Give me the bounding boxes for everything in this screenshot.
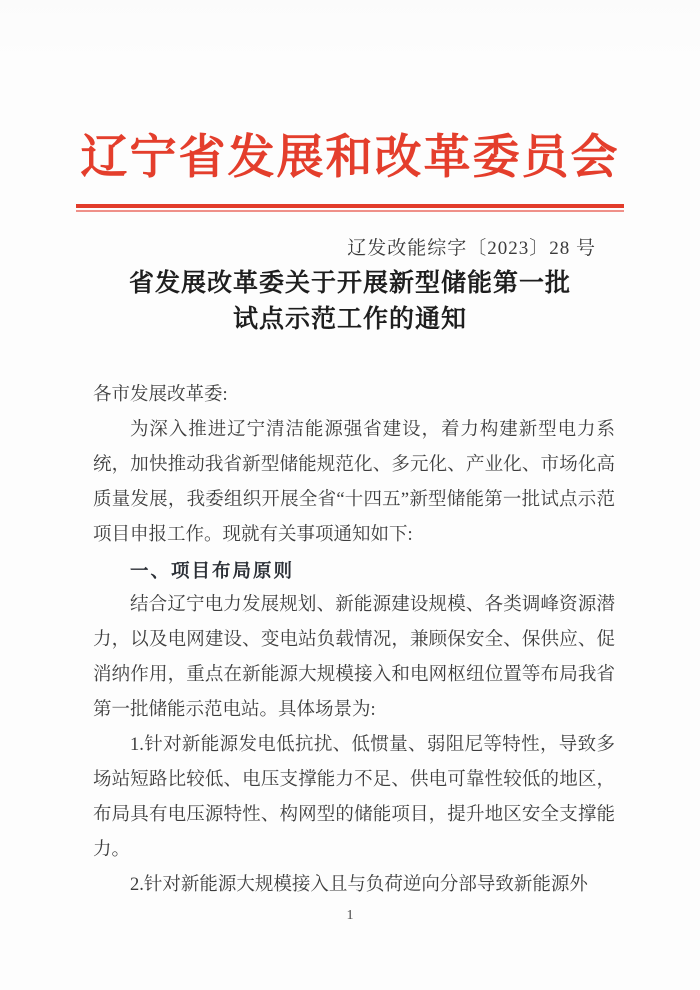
body-paragraph: 2.针对新能源大规模接入且与负荷逆向分部导致新能源外 <box>130 875 588 895</box>
document-title-line-2: 试点示范工作的通知 <box>232 306 467 333</box>
letterhead-org-name: 辽宁省发展和改革委员会 <box>80 132 620 184</box>
body-paragraph: 1.针对新能源发电低抗扰、低惯量、弱阻尼等特性，导致多场站短路比较低、电压支撑能力不足、供电可靠性较低的地区，布局具有电压源特性、构网型的储能项目，提升地区安全支撑能力。 <box>93 735 615 860</box>
document-body <box>93 378 615 903</box>
salutation: 各市发展改革委: <box>93 385 228 405</box>
letterhead-divider-thin-line <box>76 210 624 212</box>
letterhead-divider <box>76 204 624 212</box>
body-paragraphs <box>93 413 615 903</box>
body-paragraph: 结合辽宁电力发展规划、新能源建设规模、各类调峰资源潜力，以及电网建设、变电站负载情况，兼顾保安全、保供应、促消纳作用，重点在新能源大规模接入和电网枢纽位置等布局我省第一批储能示范电站。具体场景为: <box>93 595 615 720</box>
document-reference-number: 辽发改能综字〔2023〕28 号 <box>347 238 596 259</box>
document-title-line-1: 省发展改革委关于开展新型储能第一批 <box>128 270 571 297</box>
page-number: 1 <box>346 908 354 923</box>
body-paragraph: 为深入推进辽宁清洁能源强省建设，着力构建新型电力系统，加快推动我省新型储能规范化、多元化、产业化、市场化高质量发展，我委组织开展全省“十四五”新型储能第一批试点示范项目申报工作。现就有关事项通知如下: <box>93 420 615 545</box>
letterhead-divider-thick-line <box>76 204 624 208</box>
document-title <box>0 266 700 338</box>
section-heading: 一、项目布局原则 <box>130 560 295 581</box>
